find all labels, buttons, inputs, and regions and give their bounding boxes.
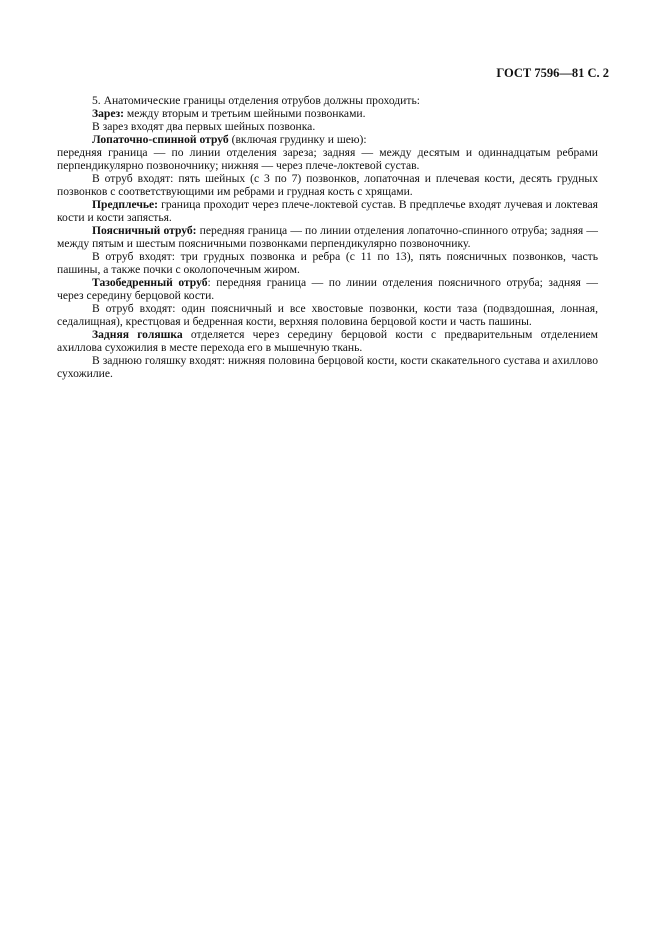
term-zarez: Зарез: xyxy=(92,107,125,120)
term-lopatochno-spinnoy: Лопаточно-спинной отруб xyxy=(92,133,229,146)
paragraph-zarez: Зарез: между вторым и третьим шейными позвонками. xyxy=(92,107,366,120)
paragraph-lopatochno-boundaries: передняя граница — по линии отделения зареза; задняя — между десятым и одиннадцатым ребрами перпендикулярно позвоночнику; нижняя — через плече-локтевой сустав. xyxy=(57,146,598,172)
paragraph-zarez-contents: В зарез входят два первых шейных позвонка. xyxy=(92,120,316,133)
paragraph-lopatochno-contents: В отруб входят: пять шейных (с 3 по 7) позвонков, лопаточная и плечевая кости, десять грудных позвонков с соответствующими им ребрами и грудная кость с хрящами. xyxy=(57,172,598,198)
paragraph-poyasnichny: Поясничный отруб: передняя граница — по линии отделения лопаточно-спинного отруба; задняя — между пятым и шестым поясничными позвонками перпендикулярно позвоночнику. xyxy=(57,224,598,250)
paragraph-lopatochno-spinnoy: Лопаточно-спинной отруб (включая грудинку и шею): xyxy=(92,133,367,146)
document-body xyxy=(57,94,598,380)
paragraph-tazobedrenny: Тазобедренный отруб: передняя граница — по линии отделения поясничного отруба; задняя — через середину берцовой кости. xyxy=(57,276,598,302)
paragraph-golyashka-contents: В заднюю голяшку входят: нижняя половина берцовой кости, кости скакательного сустава и ахиллово сухожилие. xyxy=(57,354,598,380)
section-intro: 5. Анатомические границы отделения отрубов должны проходить: xyxy=(92,94,420,107)
term-predplechye: Предплечье: xyxy=(92,198,159,211)
paragraph-predplechye: Предплечье: граница проходит через плече-локтевой сустав. В предплечье входят лучевая и локтевая кости и кости запястья. xyxy=(57,198,598,224)
paragraph-zadnyaya-golyashka: Задняя голяшка отделяется через середину берцовой кости с предварительным отделением ахиллова сухожилия в месте перехода его в мышечную ткань. xyxy=(57,328,599,354)
term-tazobedrenny: Тазобедренный отруб xyxy=(92,276,208,289)
paragraph-tazobedrenny-contents: В отруб входят: один поясничный и все хвостовые позвонки, кости таза (подвздошная, лонная, седалищная), крестцовая и бедренная кости, верхняя половина берцовой кости и часть пашины. xyxy=(57,302,598,328)
running-header: ГОСТ 7596—81 С. 2 xyxy=(496,66,609,80)
term-zadnyaya-golyashka: Задняя голяшка xyxy=(92,328,183,341)
term-poyasnichny: Поясничный отруб: xyxy=(92,224,197,237)
paragraph-poyasnichny-contents: В отруб входят: три грудных позвонка и ребра (с 11 по 13), пять поясничных позвонков, часть пашины, а также почки с околопочечным жиром. xyxy=(57,250,598,276)
